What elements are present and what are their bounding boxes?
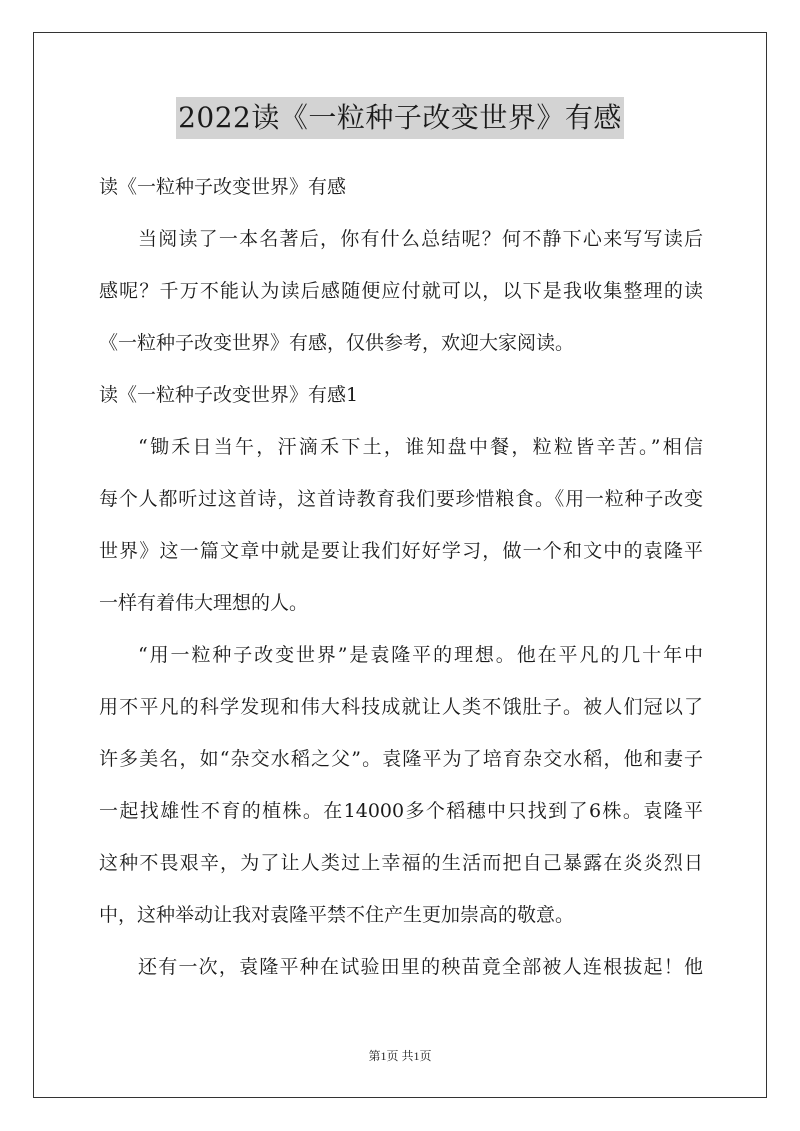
line-gap [99,206,703,221]
document-title: 2022读《一粒种子改变世界》有感 [176,97,624,139]
body-line: 一起找雄性不育的植株。在14000多个稻穗中只找到了6株。袁隆平 [99,800,703,822]
body-line: 一样有着伟大理想的人。 [99,592,309,614]
line-gap [99,726,703,741]
line-gap [99,934,703,949]
body-line: 世界》这一篇文章中就是要让我们好好学习，做一个和文中的袁隆平 [99,540,703,562]
line-gap [99,518,703,533]
line-gap [99,414,703,429]
body-line: 《一粒种子改变世界》有感，仅供参考，欢迎大家阅读。 [99,332,575,354]
line-gap [99,570,703,585]
line-gap [99,310,703,325]
body-line: 还有一次，袁隆平种在试验田里的秧苗竟全部被人连根拔起！他 [138,956,703,978]
body-line: 感呢？千万不能认为读后感随便应付就可以，以下是我收集整理的读 [99,280,703,302]
body-line: “锄禾日当午，汗滴禾下土，谁知盘中餐，粒粒皆辛苦。”相信 [138,436,703,458]
body-line: 用不平凡的科学发现和伟大科技成就让人类不饿肚子。被人们冠以了 [99,696,703,718]
line-gap [99,622,703,637]
body-line: 当阅读了一本名著后，你有什么总结呢？何不静下心来写写读后 [138,228,703,250]
page-footer: 第1页 共1页 [368,1049,432,1063]
line-gap [99,466,703,481]
line-gap [99,258,703,273]
body-line: 读《一粒种子改变世界》有感 [99,176,347,198]
line-gap [99,362,703,377]
line-gap [99,778,703,793]
line-gap [99,882,703,897]
body-line: “用一粒种子改变世界”是袁隆平的理想。他在平凡的几十年中 [138,644,703,666]
document-body [99,169,703,986]
line-gap [99,830,703,845]
body-line: 这种不畏艰辛，为了让人类过上幸福的生活而把自己暴露在炎炎烈日 [99,852,703,874]
title-container [0,97,800,139]
body-line: 读《一粒种子改变世界》有感1 [99,384,359,406]
body-line: 每个人都听过这首诗，这首诗教育我们要珍惜粮食。《用一粒种子改变 [99,488,703,510]
line-gap [99,674,703,689]
body-line: 许多美名，如“杂交水稻之父”。袁隆平为了培育杂交水稻，他和妻子 [99,748,703,770]
body-line: 中，这种举动让我对袁隆平禁不住产生更加崇高的敬意。 [99,904,575,926]
